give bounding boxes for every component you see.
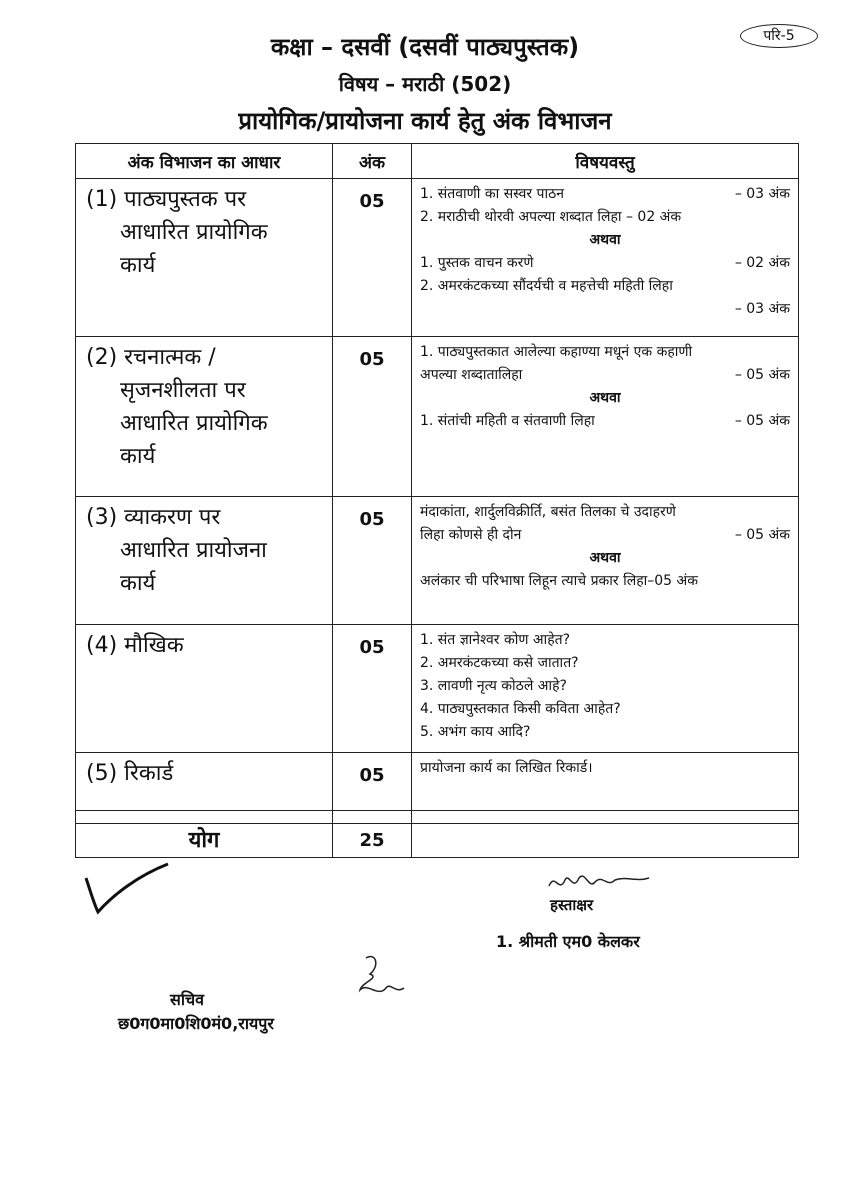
content-item xyxy=(420,570,790,593)
row-content xyxy=(412,753,799,811)
gap-cell xyxy=(76,811,333,824)
row-basis xyxy=(76,337,333,497)
content-text: प्रायोजना कार्य का लिखित रिकार्ड। xyxy=(420,760,593,776)
content-mark: – 05 अंक xyxy=(734,367,790,383)
subject-line: विषय – मराठी (502) xyxy=(338,72,512,96)
row-marks: 05 xyxy=(333,179,412,337)
total-marks: 25 xyxy=(333,824,412,858)
row-basis xyxy=(76,625,333,753)
content-text: लिहा कोणसे ही दोन xyxy=(420,527,522,543)
tick-mark-icon xyxy=(82,860,172,920)
content-item xyxy=(420,183,790,206)
basis-line: (1) पाठ्यपुस्तक पर xyxy=(86,187,247,212)
content-text: 2. मराठीची थोरवी अपल्या शब्दात लिहा – 02 अंक xyxy=(420,209,682,225)
content-text: 1. संत ज्ञानेश्वर कोण आहेत? xyxy=(420,632,571,648)
content-item xyxy=(420,757,790,780)
row-marks: 05 xyxy=(333,625,412,753)
table-row xyxy=(76,497,799,625)
row-content xyxy=(412,179,799,337)
basis-line: आधारित प्रायोजना xyxy=(120,538,267,563)
content-item xyxy=(420,206,790,229)
total-empty-cell xyxy=(412,824,799,858)
signature-icon xyxy=(545,868,655,898)
board-name: छ0ग0मा0शि0मं0,रायपुर xyxy=(118,1014,274,1033)
content-text: अलंकार ची परिभाषा लिहून त्याचे प्रकार लिहा–05 अंक xyxy=(420,573,698,589)
basis-line: आधारित प्रायोगिक xyxy=(120,411,268,436)
signer-name: 1. श्रीमती एम0 केलकर xyxy=(496,932,640,951)
section-title: प्रायोगिक/प्रायोजना कार्य हेतु अंक विभाजन xyxy=(238,107,612,135)
table-row xyxy=(76,337,799,497)
header-content: विषयवस्तु xyxy=(412,144,799,179)
or-separator: अथवा xyxy=(589,550,621,566)
row-marks: 05 xyxy=(333,497,412,625)
gap-cell xyxy=(412,811,799,824)
table-header-row xyxy=(76,144,799,179)
basis-line: (2) रचनात्मक / xyxy=(86,345,216,370)
content-item xyxy=(420,721,790,744)
total-label: योग xyxy=(76,824,333,858)
table-row xyxy=(76,625,799,753)
content-text: 1. पुस्तक वाचन करणे xyxy=(420,255,534,271)
content-text: 2. अमरकंटकच्या सौंदर्यची व महत्तेची महिती लिहा xyxy=(420,278,673,294)
basis-line: कार्य xyxy=(120,253,156,278)
content-item xyxy=(420,364,790,387)
content-item xyxy=(420,698,790,721)
total-row xyxy=(76,824,799,858)
marks-distribution-table xyxy=(75,143,799,858)
content-text: 1. संतवाणी का सस्वर पाठन xyxy=(420,186,565,202)
content-item xyxy=(420,675,790,698)
row-content xyxy=(412,497,799,625)
table-gap-row xyxy=(76,811,799,824)
basis-line: सृजनशीलता पर xyxy=(120,378,246,403)
gap-cell xyxy=(333,811,412,824)
content-mark: – 03 अंक xyxy=(734,186,790,202)
content-text: 4. पाठ्यपुस्तकात किसी कविता आहेत? xyxy=(420,701,621,717)
content-mark: – 05 अंक xyxy=(734,527,790,543)
table-row xyxy=(76,753,799,811)
basis-line: (5) रिकार्ड xyxy=(86,761,174,786)
row-content xyxy=(412,337,799,497)
secretary-label: सचिव xyxy=(170,990,205,1009)
content-mark: – 05 अंक xyxy=(734,413,790,429)
content-text: 1. संतांची महिती व संतवाणी लिहा xyxy=(420,413,595,429)
content-text: 5. अभंग काय आदि? xyxy=(420,724,531,740)
or-separator: अथवा xyxy=(589,232,621,248)
header-basis: अंक विभाजन का आधार xyxy=(76,144,333,179)
row-basis xyxy=(76,179,333,337)
table-row xyxy=(76,179,799,337)
content-text: 3. लावणी नृत्य कोठले आहे? xyxy=(420,678,567,694)
basis-line: (3) व्याकरण पर xyxy=(86,505,221,530)
row-basis xyxy=(76,497,333,625)
content-item xyxy=(420,410,790,433)
basis-line: आधारित प्रायोगिक xyxy=(120,220,268,245)
content-mark: – 02 अंक xyxy=(734,255,790,271)
row-marks: 05 xyxy=(333,337,412,497)
content-item xyxy=(420,275,790,298)
page-title: कक्षा – दसवीं (दसवीं पाठ्यपुस्तक) xyxy=(270,33,580,61)
content-mark: – 03 अंक xyxy=(734,301,790,317)
content-item xyxy=(420,341,790,364)
content-text: मंदाकांता, शार्दुलविक्रीर्ति, बसंत तिलका चे उदाहरणे xyxy=(420,504,676,520)
row-basis xyxy=(76,753,333,811)
content-text: अपल्या शब्दातालिहा xyxy=(420,367,523,383)
basis-line: (4) मौखिक xyxy=(86,633,184,658)
content-item xyxy=(420,524,790,547)
page-number-mark: परि-5 xyxy=(740,24,818,48)
content-item xyxy=(420,252,790,275)
basis-line: कार्य xyxy=(120,571,156,596)
content-item xyxy=(420,501,790,524)
content-item xyxy=(420,629,790,652)
row-content xyxy=(412,625,799,753)
basis-line: कार्य xyxy=(120,444,156,469)
content-item xyxy=(420,652,790,675)
or-separator: अथवा xyxy=(589,390,621,406)
content-text: 2. अमरकंटकच्या कसे जातात? xyxy=(420,655,579,671)
row-marks: 05 xyxy=(333,753,412,811)
header-marks: अंक xyxy=(333,144,412,179)
initials-icon xyxy=(350,952,410,1002)
signature-label: हस्ताक्षर xyxy=(550,896,594,914)
content-text: 1. पाठ्यपुस्तकात आलेल्या कहाण्या मधूनं एक कहाणी xyxy=(420,344,693,360)
